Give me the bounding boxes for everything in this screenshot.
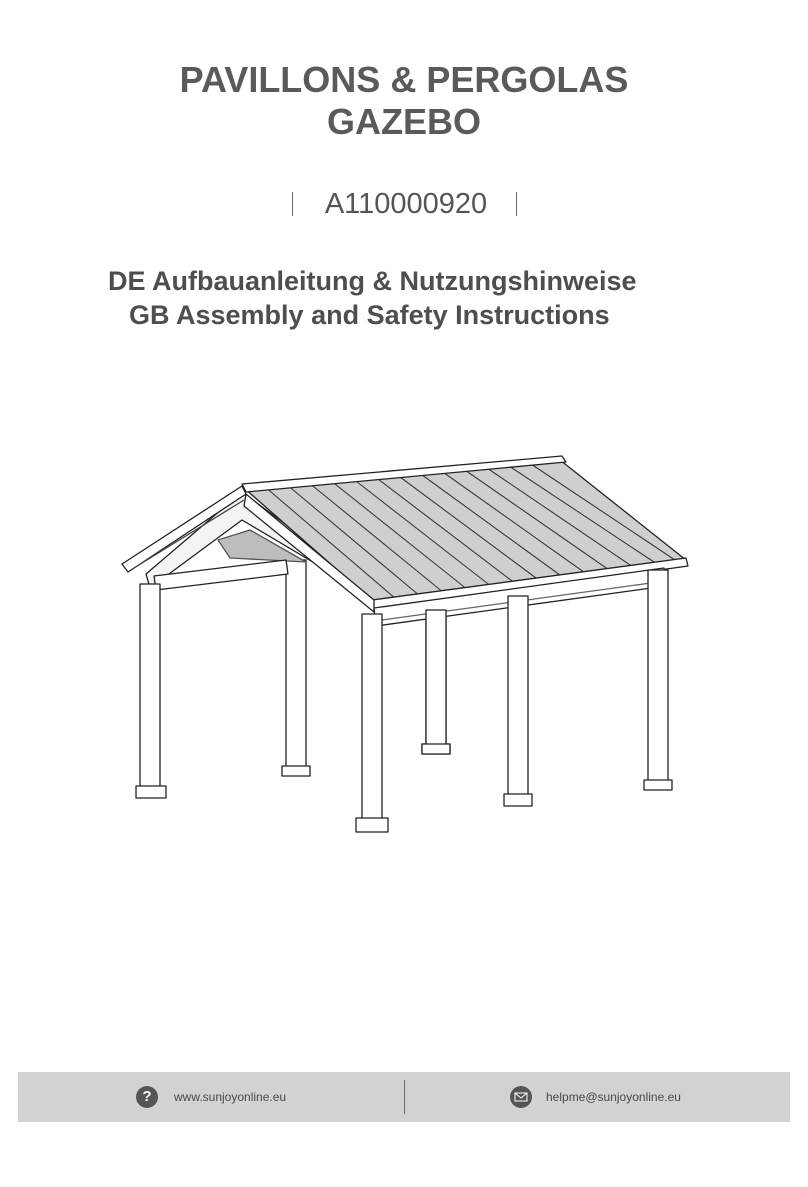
post-front-left-base [356,818,388,832]
right-divider [516,192,517,216]
envelope-icon [510,1086,532,1108]
footer-divider [404,1080,405,1114]
post-middle-base [504,794,532,806]
subtitle-de: DE Aufbauanleitung & Nutzungshinweise [108,266,637,296]
email-link[interactable]: helpme@sunjoyonline.eu [546,1090,681,1104]
article-number-row [0,186,808,222]
subtitle-gb: GB Assembly and Safety Instructions [129,300,610,330]
title-line-1: PAVILLONS & PERGOLAS [179,59,629,100]
left-divider [292,192,293,216]
gazebo-illustration [110,450,700,840]
post-front-left [362,614,382,820]
post-inner [426,610,446,746]
post-back-left [286,560,306,768]
post-far-left [140,584,160,788]
article-number: A110000920 [324,188,488,220]
post-middle [508,596,528,796]
post-far-left-base [136,786,166,798]
post-back-left-base [282,766,310,776]
website-link[interactable]: www.sunjoyonline.eu [174,1090,287,1104]
question-circle-icon: ? [136,1086,158,1108]
footer-bar [18,1072,790,1122]
post-right-base [644,780,672,790]
post-right [648,570,668,782]
title-line-2: GAZEBO [326,101,481,142]
